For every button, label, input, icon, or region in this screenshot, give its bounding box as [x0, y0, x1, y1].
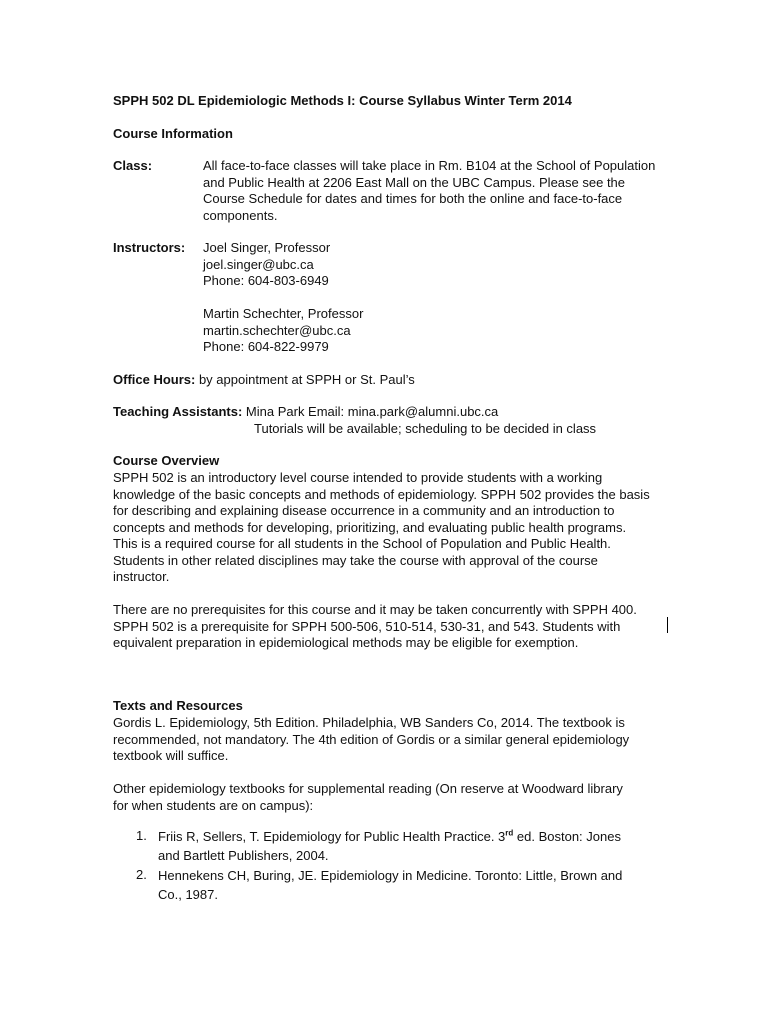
instructor-email: joel.singer@ubc.ca	[203, 256, 314, 272]
instructor-phone: Phone: 604-803-6949	[203, 273, 329, 288]
teaching-assistants-line	[113, 404, 498, 421]
superscript: rd	[505, 828, 514, 838]
reference-text: Friis R, Sellers, T. Epidemiology for Public Health Practice. 3rd ed. Boston: Jones and Bartlett Publishers, 2004.	[158, 828, 621, 863]
class-label: Class:	[113, 158, 153, 173]
document-title: SPPH 502 DL Epidemiologic Methods I: Course Syllabus Winter Term 2014	[113, 93, 572, 108]
reference-text: Hennekens CH, Buring, JE. Epidemiology in Medicine. Toronto: Little, Brown and Co., 1987.	[158, 868, 623, 902]
office-hours-line	[113, 372, 415, 389]
textbook-paragraph: Gordis L. Epidemiology, 5th Edition. Philadelphia, WB Sanders Co, 2014. The textbook is recommended, not mandatory. The 4th edition of Gordis or a similar general epidemiology textbook will suffice.	[113, 715, 630, 763]
teaching-assistants-label: Teaching Assistants:	[113, 404, 243, 419]
class-description: All face-to-face classes will take place in Rm. B104 at the School of Population and Public Health at 2206 East Mall on the UBC Campus. Please see the Course Schedule for dates and times for both the online and face-to-face components.	[203, 158, 656, 223]
office-hours-label: Office Hours:	[113, 372, 196, 387]
teaching-assistants-text: Mina Park Email: mina.park@alumni.ubc.ca	[242, 404, 499, 419]
instructor-block	[203, 306, 363, 356]
list-number: 2.	[136, 867, 147, 882]
list-number: 1.	[136, 828, 147, 843]
course-overview-paragraph: SPPH 502 is an introductory level course intended to provide students with a working knowledge of the basic concepts and methods of epidemiology. SPPH 502 provides the basis for describing and explaining disease occurrence in a community and an introduction to concepts and methods for developing, prioritizing, and evaluating public health programs. This is a required course for all students in the School of Population and Public Health. Students in other related disciplines may take the course with approval of the course instructor.	[113, 470, 650, 584]
course-information-heading: Course Information	[113, 126, 233, 141]
instructor-name: Martin Schechter, Professor	[203, 306, 364, 321]
texts-resources-heading: Texts and Resources	[113, 698, 243, 713]
prerequisites-paragraph: There are no prerequisites for this course and it may be taken concurrently with SPPH 400. SPPH 502 is a prerequisite for SPPH 500-506, 510-514, 530-31, and 543. Students with equivalent preparation in epidemiological methods may be eligible for exemption.	[113, 602, 637, 650]
instructor-block	[203, 240, 330, 290]
text-cursor	[667, 617, 668, 633]
reference-list	[113, 828, 643, 906]
tutorials-note: Tutorials will be available; scheduling to be decided in class	[254, 421, 597, 436]
supplemental-reading-paragraph: Other epidemiology textbooks for supplemental reading (On reserve at Woodward library for when students are on campus):	[113, 781, 623, 813]
office-hours-text: by appointment at SPPH or St. Paul’s	[195, 372, 415, 387]
list-item	[113, 867, 643, 904]
instructors-label: Instructors:	[113, 240, 186, 255]
instructor-name: Joel Singer, Professor	[203, 240, 331, 255]
course-overview-heading: Course Overview	[113, 453, 220, 468]
instructor-phone: Phone: 604-822-9979	[203, 339, 329, 354]
instructor-email: martin.schechter@ubc.ca	[203, 322, 351, 338]
list-item	[113, 828, 643, 865]
